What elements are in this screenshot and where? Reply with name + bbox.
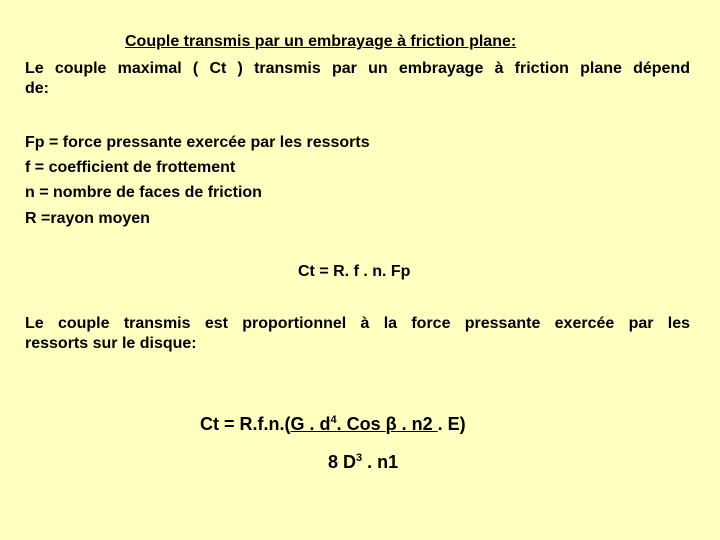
intro-line-2: de: xyxy=(25,80,49,97)
formula-simple: Ct = R. f . n. Fp xyxy=(298,263,411,280)
proportional-line-1: Le couple transmis est proportionnel à la force pressante exercée par les xyxy=(25,315,690,332)
slide-title: Couple transmis par un embrayage à friction plane: xyxy=(125,33,517,50)
intro-paragraph xyxy=(25,59,690,99)
definition-f: f = coefficient de frottement xyxy=(25,159,236,176)
denominator-part-b: . n1 xyxy=(362,452,399,472)
formula-full-denominator xyxy=(328,450,398,474)
exponent-3: 3 xyxy=(356,452,363,464)
numerator-part-a: G . d xyxy=(290,414,331,434)
proportional-paragraph xyxy=(25,314,690,354)
formula-prefix: Ct = R.f.n.( xyxy=(200,414,291,434)
formula-suffix: . E) xyxy=(437,414,466,434)
beta-symbol: β xyxy=(385,414,397,434)
definition-r: R =rayon moyen xyxy=(25,210,150,227)
denominator-part-a: 8 D xyxy=(328,452,357,472)
exponent-4: 4 xyxy=(330,414,337,426)
formula-full-numerator xyxy=(200,412,466,436)
definition-n: n = nombre de faces de friction xyxy=(25,184,262,201)
intro-line-1: Le couple maximal ( Ct ) transmis par un embrayage à friction plane dépend xyxy=(25,60,690,77)
numerator-part-b: . Cos xyxy=(336,414,386,434)
formula-numerator xyxy=(291,414,438,434)
numerator-part-c: . n2 xyxy=(396,414,438,434)
definition-fp: Fp = force pressante exercée par les ressorts xyxy=(25,134,370,151)
proportional-line-2: ressorts sur le disque: xyxy=(25,335,197,352)
